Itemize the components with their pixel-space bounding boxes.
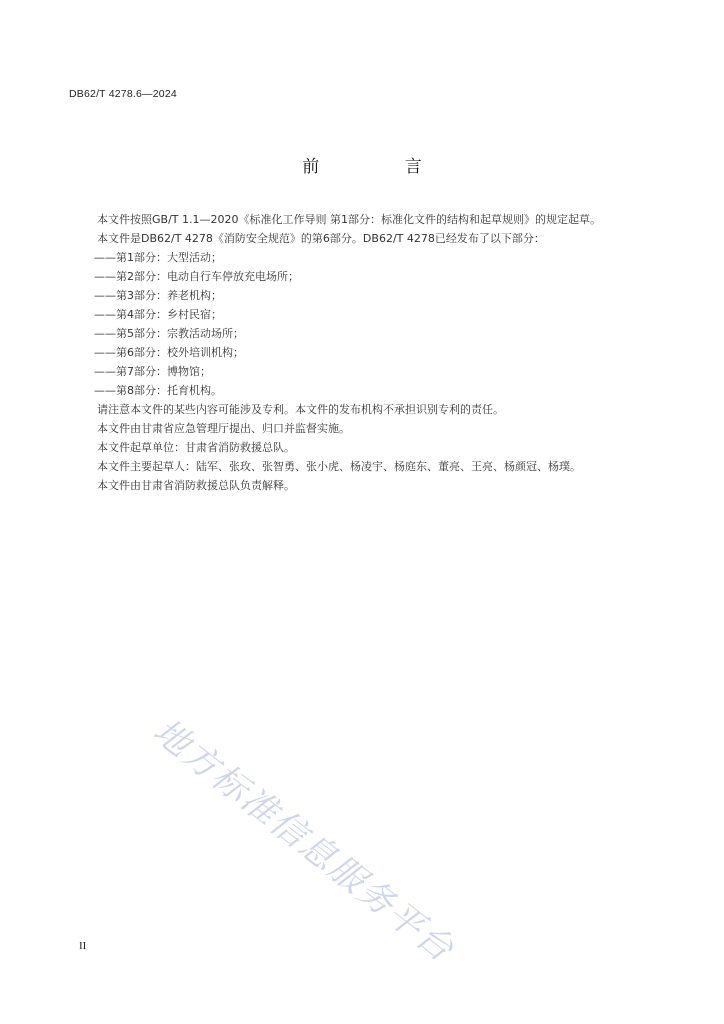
document-number: DB62/T 4278.6—2024 xyxy=(69,88,177,100)
drafting-unit-paragraph: 本文件起草单位：甘肃省消防救援总队。 xyxy=(97,441,295,454)
list-item: ——第6部分：校外培训机构； xyxy=(94,346,244,359)
proposer-paragraph: 本文件由甘肃省应急管理厅提出、归口并监督实施。 xyxy=(97,422,350,435)
series-paragraph: 本文件是DB62/T 4278《消防安全规范》的第6部分。DB62/T 4278已经发布了以下部分： xyxy=(97,232,545,245)
drafting-rules-paragraph: 本文件按照GB/T 1.1—2020《标准化工作导则 第1部分：标准化文件的结构和起草规则》的规定起草。 xyxy=(97,213,601,226)
list-item: ——第2部分：电动自行车停放充电场所； xyxy=(94,270,299,283)
list-item: ——第5部分：宗教活动场所； xyxy=(94,327,244,340)
list-item: ——第4部分：乡村民宿； xyxy=(94,308,222,321)
list-item: ——第1部分：大型活动； xyxy=(94,251,222,264)
drafters-paragraph: 本文件主要起草人：陆军、张玫、张智勇、张小虎、杨凌宇、杨庭东、董亮、王亮、杨颜冠、杨璞。 xyxy=(97,460,581,473)
interpretation-paragraph: 本文件由甘肃省消防救援总队负责解释。 xyxy=(97,479,295,492)
page-number: II xyxy=(79,940,87,952)
page-title: 前 言 xyxy=(302,157,462,177)
foreword-body xyxy=(79,210,665,495)
patent-notice-paragraph: 请注意本文件的某些内容可能涉及专利。本文件的发布机构不承担识别专利的责任。 xyxy=(97,403,504,416)
list-item: ——第3部分：养老机构； xyxy=(94,289,222,302)
list-item: ——第8部分：托育机构。 xyxy=(94,384,222,397)
watermark: 地方标准信息服务平台 xyxy=(145,711,462,971)
list-item: ——第7部分：博物馆； xyxy=(94,365,211,378)
